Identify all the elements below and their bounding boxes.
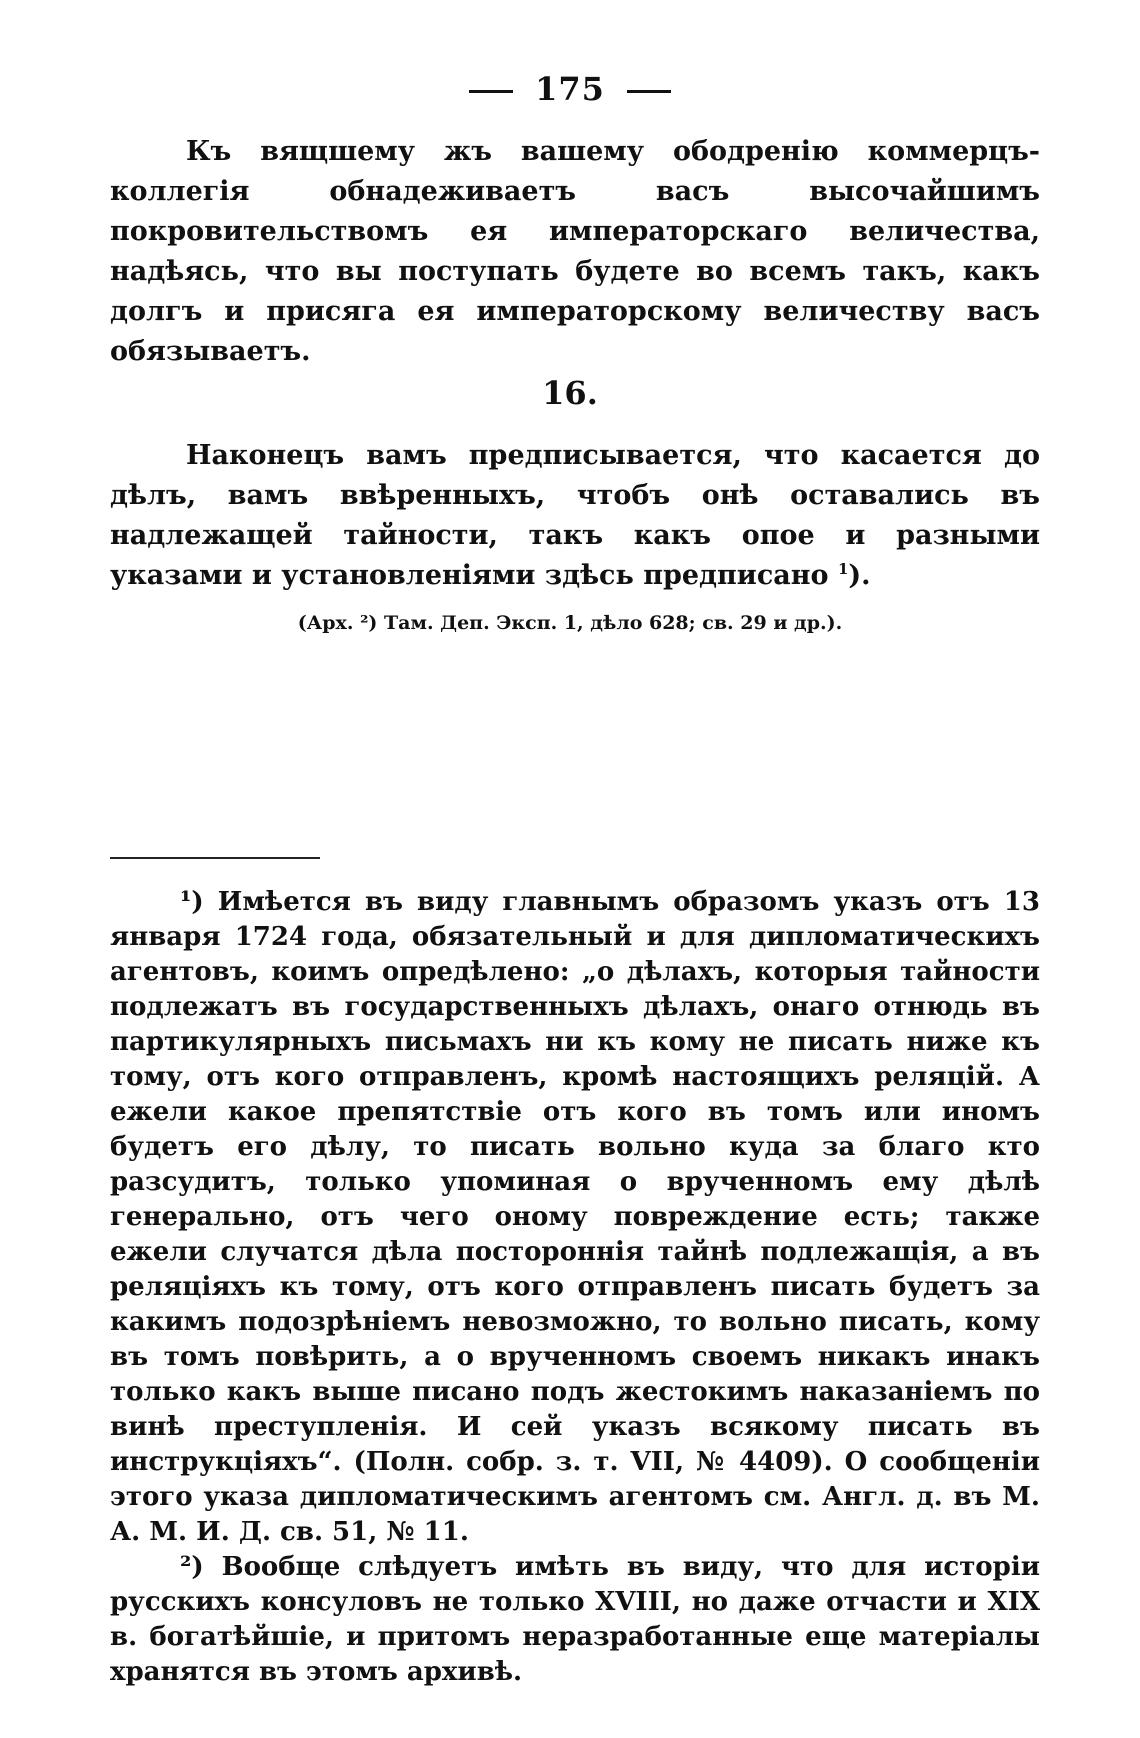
header-left-dash — [469, 90, 513, 93]
section-number: 16. — [542, 374, 598, 412]
footnote-ref: 1 — [837, 560, 849, 578]
header-right-dash — [627, 90, 671, 93]
page-number: 175 — [535, 70, 605, 108]
footnote-1-text: Имѣется въ виду главнымъ образомъ указъ отъ 13 января 1724 года, обязательный и для дипломатическихъ агентовъ, коимъ опредѣлено: „о дѣлахъ, которыя тайности подлежатъ въ государственныхъ дѣлахъ, онаго отнюдь въ партикулярныхъ письмахъ ни къ кому не писать ниже къ тому, отъ кого отправленъ, кромѣ настоящихъ реляцій. А ежели какое препятствіе отъ кого въ томъ или иномъ будетъ его дѣлу, то писать вольно куда за благо кто разсудитъ, только упоминая о врученномъ ему дѣлѣ генерально, отъ чего оному повреждение есть; также ежели случатся дѣла постороннія тайнѣ подлежащія, а въ реляціяхъ къ тому, отъ кого отправленъ писать будетъ за какимъ подозрѣніемъ невозможно, то вольно писать, кому въ томъ повѣрить, а о врученномъ своемъ никакъ инакъ только какъ выше писано подъ жестокимъ наказаніемъ по винѣ преступленія. И сей указъ всякому писать въ инструкціяхъ“. (Полн. собр. з. т. VII, № 4409). О сообщеніи этого указа дипломатическимъ агентомъ см. Англ. д. въ М. А. М. И. Д. св. 51, № 11. — [110, 887, 1040, 1547]
footnote-2-text: Вообще слѣдуетъ имѣть въ виду, что для исторіи русскихъ консуловъ не только XVIII, но даже отчасти и XIX в. богатѣйшіе, и притомъ неразработанные еще матеріалы хранятся въ этомъ архивѣ. — [110, 1552, 1040, 1687]
footnote-2-marker: ²) — [180, 1552, 204, 1582]
footnote-1 — [110, 885, 1040, 1550]
section-paragraph-end: ). — [848, 560, 871, 591]
intro-block — [110, 132, 1040, 372]
section-block — [110, 436, 1040, 596]
footnote-2 — [110, 1550, 1040, 1690]
page-header — [0, 70, 1140, 108]
section-paragraph — [110, 436, 1040, 596]
footnote-rule — [110, 857, 320, 859]
section-paragraph-text: Наконецъ вамъ предписывается, что касается до дѣлъ, вамъ ввѣренныхъ, чтобъ онѣ оставались въ надлежащей тайности, такъ какъ опое и разными указами и установленіями здѣсь предписано — [110, 440, 1040, 591]
intro-paragraph: Къ вящшему жъ вашему ободренію коммерцъ-коллегія обнадеживаетъ васъ высочайшимъ покровительствомъ ея императорскаго величества, надѣясь, что вы поступать будете во всемъ такъ, какъ долгъ и присяга ея императорскому величеству васъ обязываетъ. — [110, 136, 1040, 367]
archive-note: (Арх. ²) Там. Деп. Эксп. 1, дѣло 628; св. 29 и др.). — [297, 612, 843, 634]
footnotes-block — [110, 885, 1040, 1690]
footnote-1-marker: ¹) — [180, 887, 204, 917]
